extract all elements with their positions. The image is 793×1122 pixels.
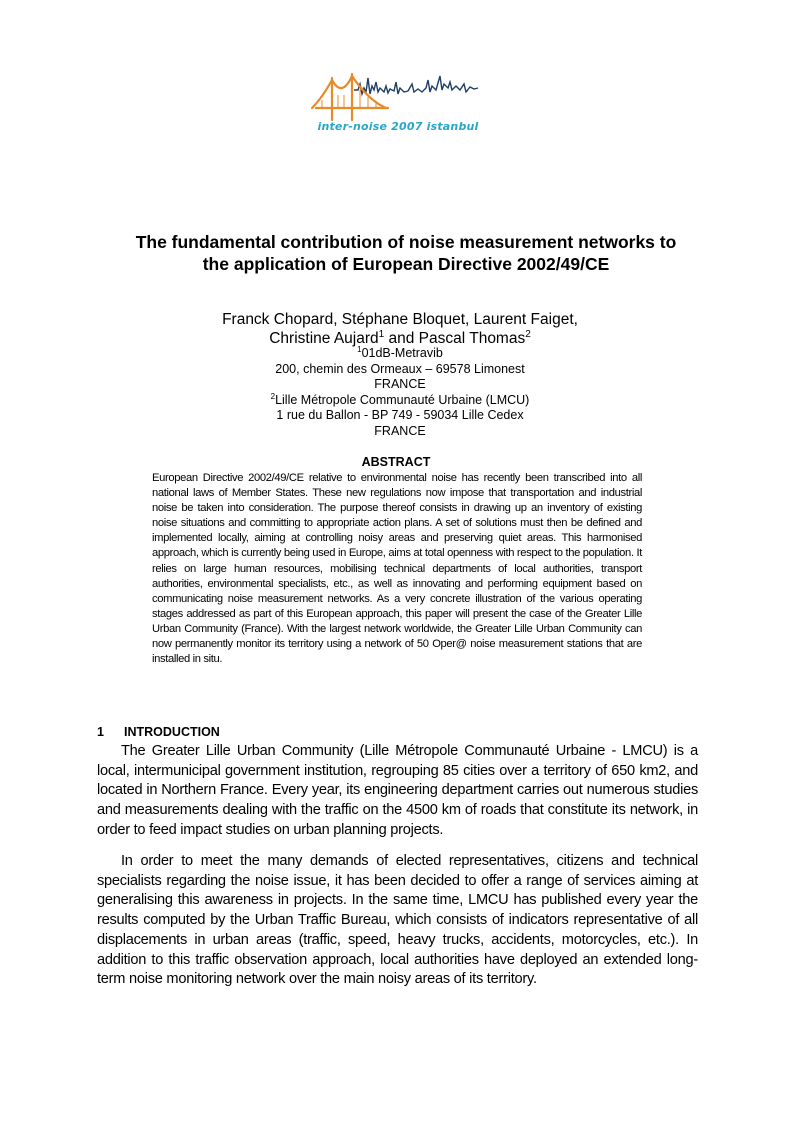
- abstract-heading: ABSTRACT: [361, 455, 431, 469]
- affiliation-2-name: $^2$Lille Métropole Communauté Urbaine (LMCU): [270, 391, 530, 407]
- author-name: Christine Aujard: [269, 330, 379, 347]
- paper-title: [96, 231, 716, 275]
- section-heading: [97, 725, 220, 739]
- section-title: INTRODUCTION: [124, 725, 220, 739]
- affiliation-marker: 1: [357, 345, 362, 354]
- section-number: 1: [97, 725, 104, 739]
- bridge-wave-icon: [308, 68, 488, 124]
- logo-text: inter-noise 2007 istanbul: [317, 120, 479, 133]
- affiliation-1-address: 200, chemin des Ormeaux – 69578 Limonest: [275, 361, 525, 376]
- affiliation-marker: 2: [525, 329, 531, 340]
- affiliation-2-country: FRANCE: [374, 423, 426, 438]
- affiliation-1-name: $^1$01dB-Metravib: [357, 345, 443, 360]
- abstract-text: European Directive 2002/49/CE relative to environmental noise has recently been transcribed into all national laws of Member States. These new regulations now impose that transportation and industrial noise be taken into consideration. The purpose thereof consists in drawing up an inventory of existing noise situations and committing to appropriate action plans. A set of solutions must then be defined and implemented locally, aiming at controlling noisy areas and preserving quiet areas. This harmonised approach, which is currently being used in Europe, aims at total openness with respect to the population. It relies on large human resources, mobilising technical departments of local authorities, transport authorities, environmental specialists, etc., as well as innovating and performing equipment based on communicating noise measurement networks. As a very concrete illustration of the various operating stages addressed as part of this European approach, this paper will present the case of the Greater Lille Urban Community (France). With the largest network worldwide, the Greater Lille Urban Community can now permanently monitor its territory using a network of 50 Oper@ noise measurement stations that are installed in situ.: [152, 472, 642, 666]
- title-line-1: The fundamental contribution of noise measurement networks to: [135, 232, 677, 252]
- conference-logo: [308, 68, 488, 138]
- author-list: [150, 310, 650, 348]
- affiliation-marker: 1: [378, 329, 385, 340]
- affiliation-1-country: FRANCE: [374, 377, 426, 392]
- affiliation-2-address: 1 rue du Ballon - BP 749 - 59034 Lille Cedex: [276, 408, 524, 423]
- authors-line-1: Franck Chopard, Stéphane Bloquet, Laurent Faiget,: [222, 311, 578, 328]
- body-paragraph: The Greater Lille Urban Community (Lille Métropole Communauté Urbaine - LMCU) is a local, intermunicipal government institution, regrouping 85 cities over a territory of 650 km2, and located in Northern France. Every year, its engineering department carries out numerous studies and measurements dealing with the traffic on the 4500 km of roads that constitute its network, in order to feed impact studies on urban planning projects.: [97, 743, 698, 838]
- affiliation-marker: 2: [270, 391, 276, 401]
- affiliations: [150, 346, 650, 440]
- author-name: and Pascal Thomas: [384, 330, 526, 347]
- title-line-2: the application of European Directive 2002/49/CE: [202, 254, 610, 274]
- body-paragraph: In order to meet the many demands of elected representatives, citizens and technical specialists regarding the noise issue, it has been decided to offer a range of services aiming at generalising this awareness in projects. In the same time, LMCU has published every year the results computed by the Urban Traffic Bureau, which consists of indicators representative of all displacements in urban areas (traffic, speed, heavy trucks, accidents, motorcycles, etc.). In addition to this traffic observation approach, local authorities have deployed an extended long-term noise monitoring network over the main noisy areas of its territory.: [97, 853, 698, 988]
